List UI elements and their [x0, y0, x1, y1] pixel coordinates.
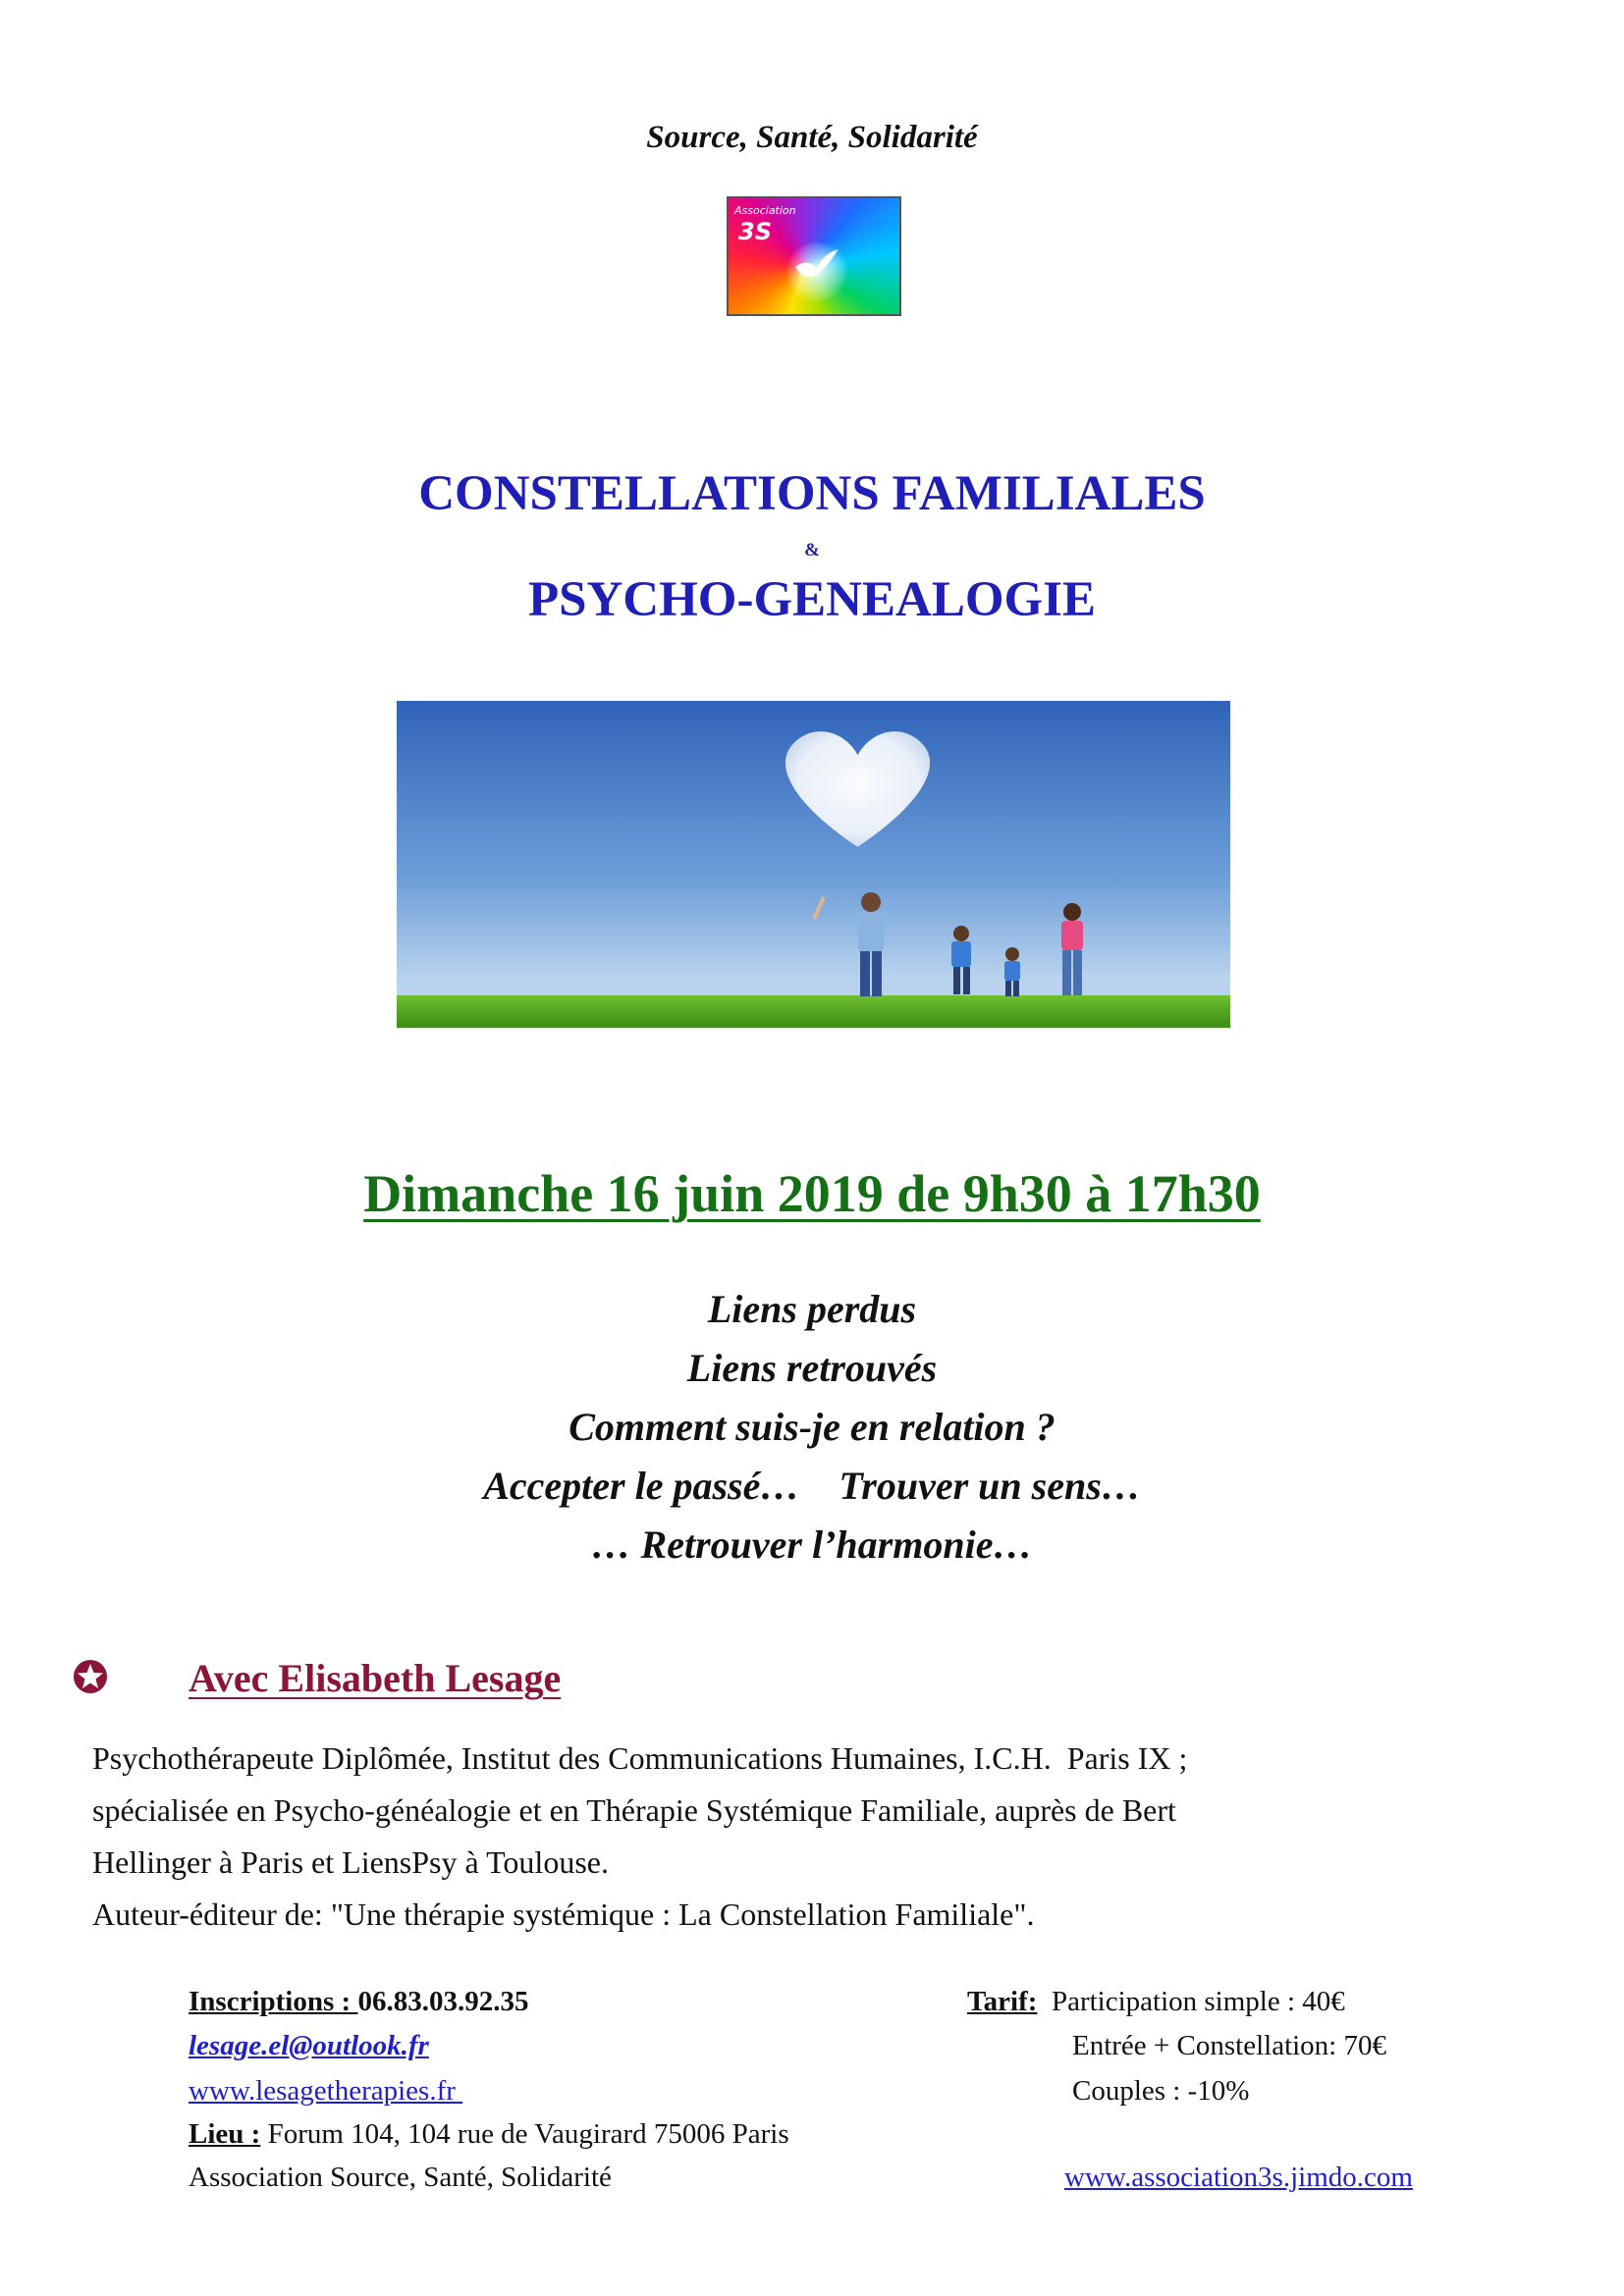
tagline: Liens retrouvés	[686, 1346, 938, 1390]
speaker-heading: Avec Elisabeth Lesage	[189, 1656, 562, 1700]
org-name: Source, Santé, Solidarité	[646, 120, 978, 155]
dove-icon	[791, 245, 840, 285]
tagline: Comment suis-je en relation ?	[568, 1405, 1056, 1449]
association-name: Association Source, Santé, Solidarité	[189, 2162, 612, 2193]
inscriptions-separator: :	[341, 1986, 358, 2017]
speaker-bio-line: Auteur-éditeur de: "Une thérapie systémique : La Constellation Familiale".	[92, 1896, 1035, 1932]
inscriptions-label: Inscriptions	[189, 1986, 342, 2017]
logo-label-association: Association	[734, 204, 796, 217]
venue-line	[189, 2118, 789, 2151]
main-title-line1: CONSTELLATIONS FAMILIALES	[418, 466, 1206, 521]
family-heart-cloud-photo	[397, 701, 1230, 1028]
tagline: Accepter le passé… Trouver un sens…	[483, 1464, 1141, 1508]
star-bullet-icon	[73, 1659, 108, 1694]
main-title-line2: PSYCHO-GENEALOGIE	[527, 572, 1097, 627]
event-date: Dimanche 16 juin 2019 de 9h30 à 17h30	[363, 1164, 1261, 1223]
speaker-bio-line: Hellinger à Paris et LiensPsy à Toulouse.	[92, 1844, 609, 1880]
tagline: … Retrouver l’harmonie…	[591, 1522, 1033, 1567]
pricing-line	[967, 1986, 1345, 2018]
email-link[interactable]: lesage.el@outlook.fr	[189, 2030, 429, 2061]
venue-label: Lieu :	[189, 2118, 261, 2150]
title-ampersand: &	[804, 540, 820, 561]
price-item: Couples : -10%	[1072, 2075, 1250, 2107]
pricing-label: Tarif:	[967, 1986, 1038, 2017]
tagline: Liens perdus	[707, 1287, 917, 1331]
price-item: Participation simple : 40€	[1051, 1986, 1345, 2017]
logo-label-3s: 3S	[738, 218, 772, 245]
phone-number: 06.83.03.92.35	[357, 1986, 529, 2017]
venue-address: Forum 104, 104 rue de Vaugirard 75006 Paris	[260, 2118, 789, 2150]
inscriptions-line	[189, 1986, 528, 2018]
speaker-bio-line: Psychothérapeute Diplômée, Institut des Communications Humaines, I.C.H. Paris IX ;	[92, 1740, 1188, 1776]
website-link[interactable]: www.lesagetherapies.fr	[189, 2075, 463, 2107]
speaker-bio-line: spécialisée en Psycho-généalogie et en Thérapie Systémique Familiale, auprès de Bert	[92, 1792, 1176, 1828]
price-item: Entrée + Constellation: 70€	[1072, 2030, 1386, 2061]
association-logo	[727, 196, 901, 316]
association-website-link[interactable]: www.association3s.jimdo.com	[1064, 2162, 1413, 2193]
